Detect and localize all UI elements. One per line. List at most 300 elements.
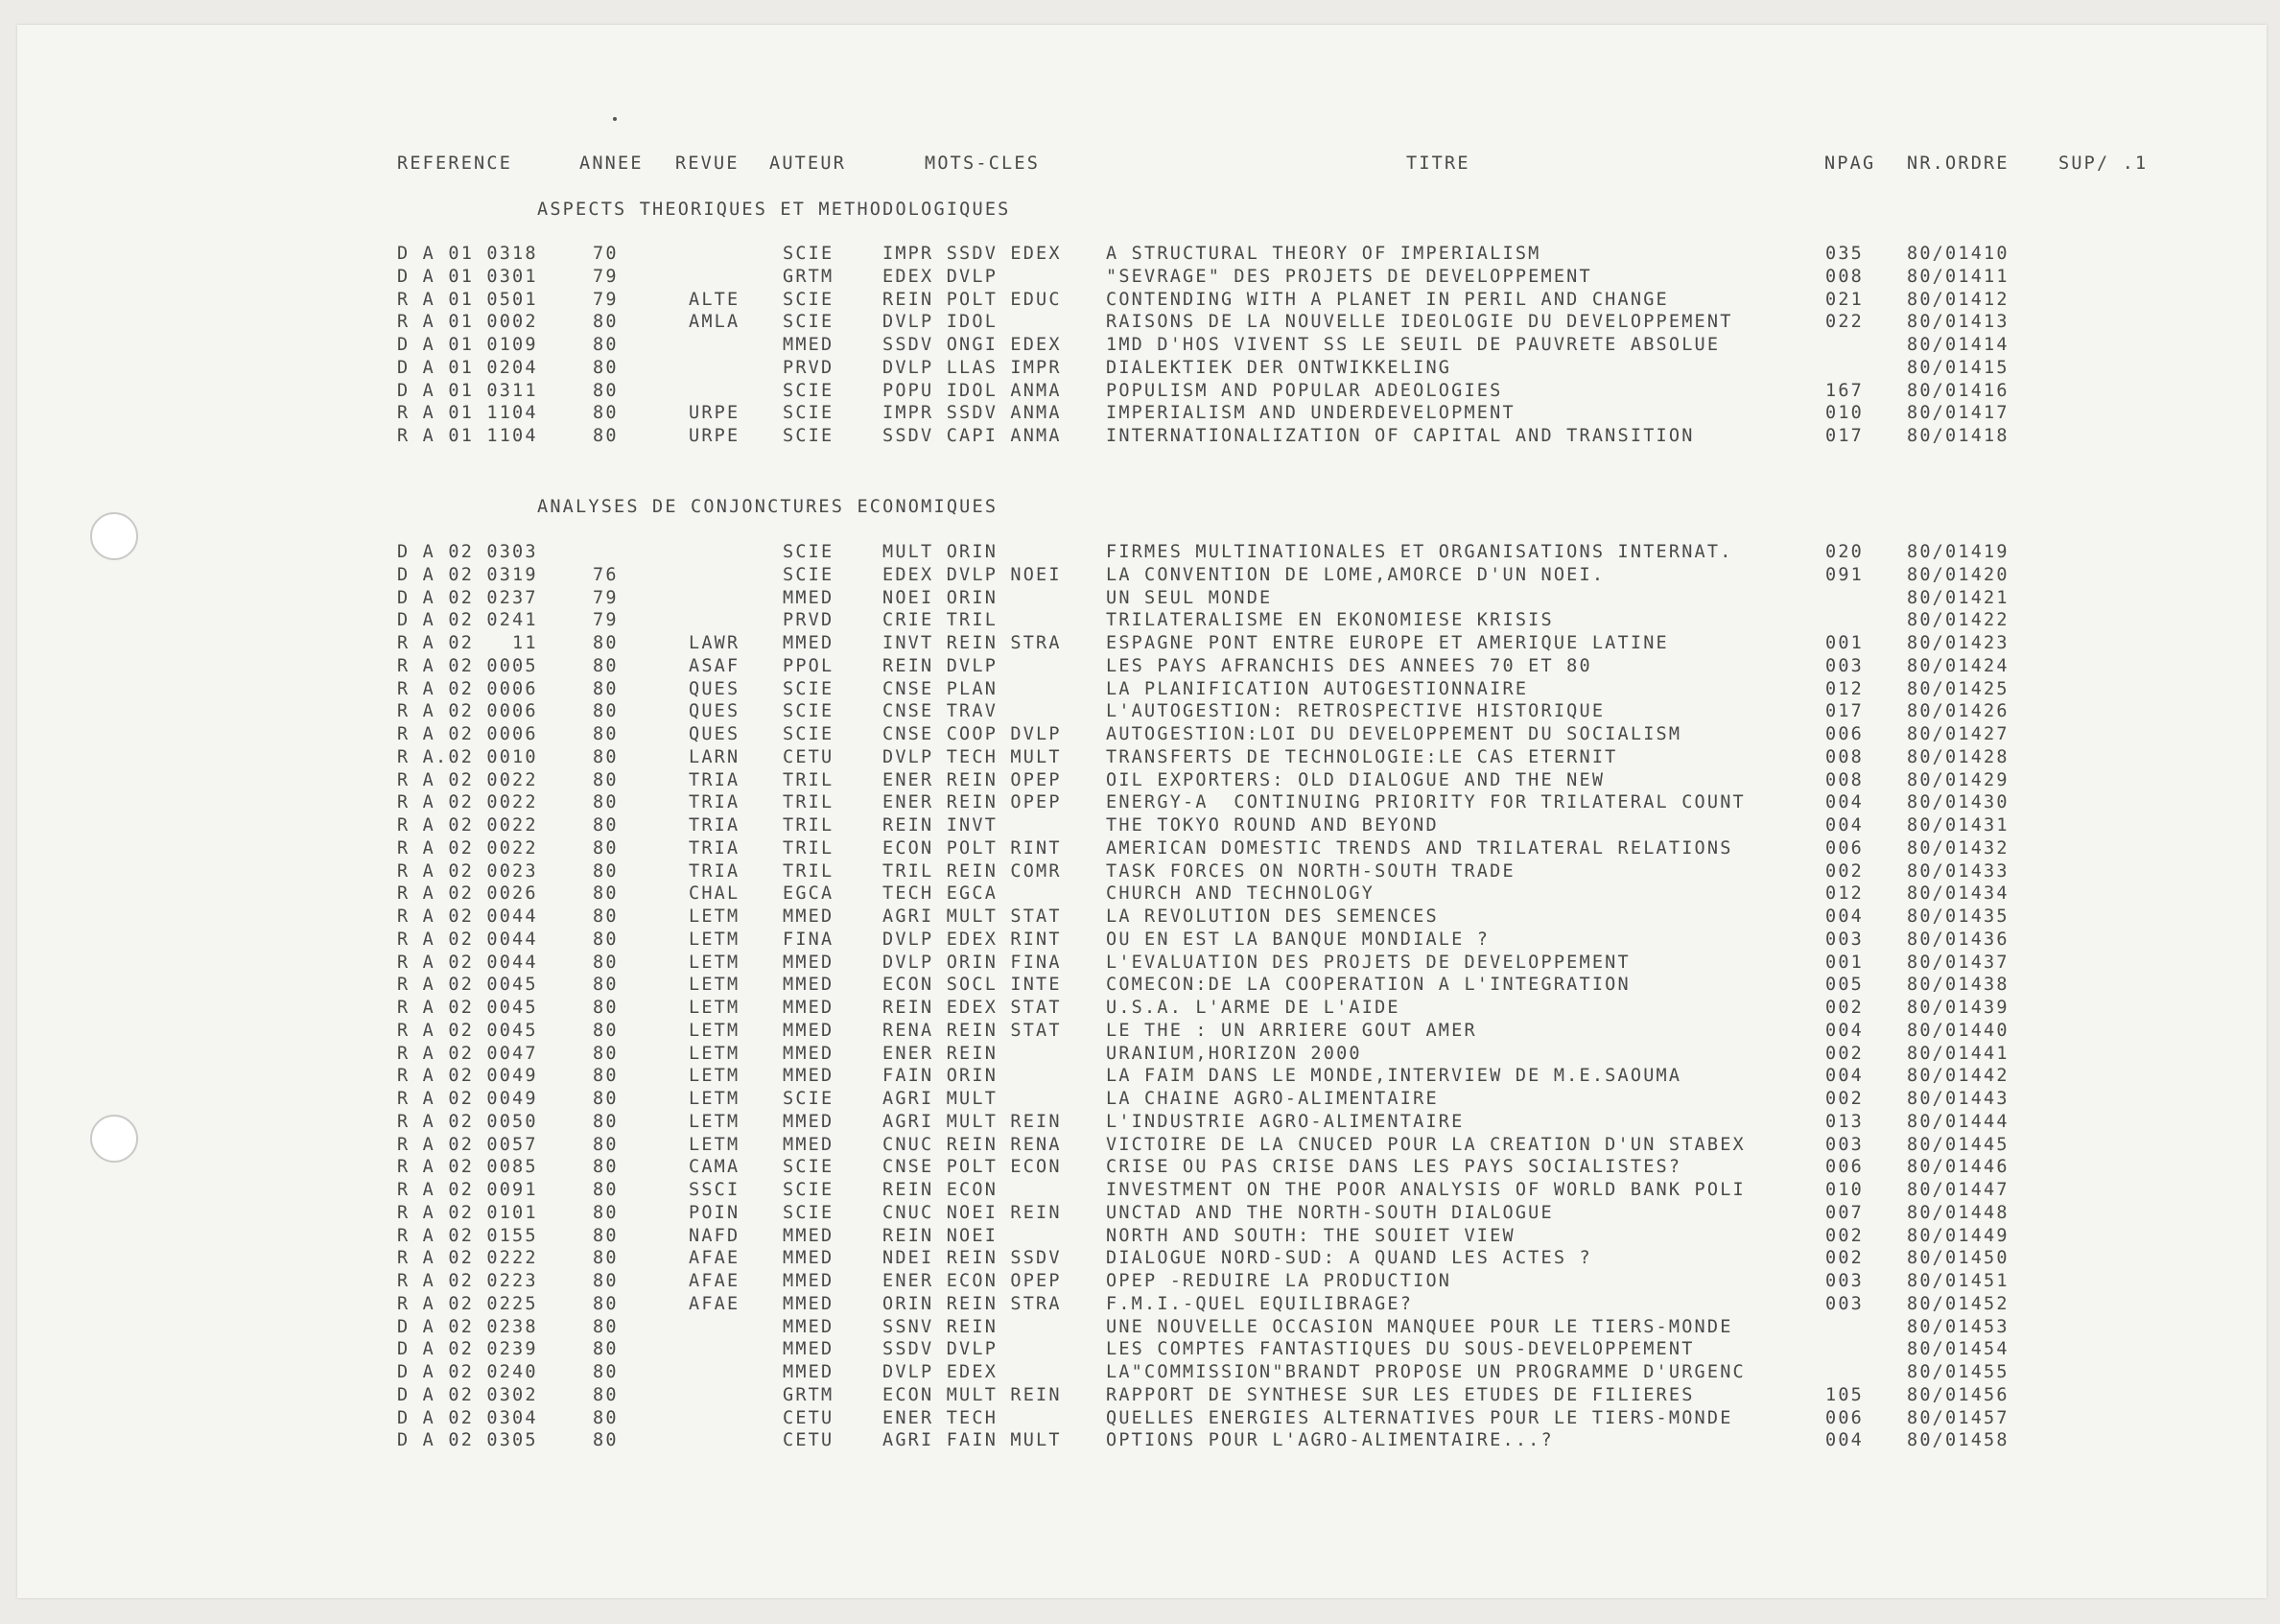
cell-titre: TASK FORCES ON NORTH-SOUTH TRADE (1106, 860, 1516, 882)
cell-annee: 80 (593, 1271, 619, 1291)
cell-mots-cles: ENER REIN OPEP (882, 792, 1062, 813)
cell-mots-cles: NOEI ORIN (882, 587, 999, 608)
cell-mots-cles: CRIE TRIL (882, 610, 999, 631)
cell-npag: 020 (1825, 542, 1865, 562)
speck (613, 117, 617, 121)
cell-npag: 001 (1825, 952, 1865, 973)
cell-auteur: MMED (783, 1020, 834, 1041)
cell-nr-ordre: 80/01430 (1907, 792, 2010, 813)
document-page (17, 25, 2267, 1598)
cell-titre: L'EVALUATION DES PROJETS DE DEVELOPPEMENT (1106, 952, 1631, 973)
cell-annee: 80 (593, 1180, 619, 1200)
cell-mots-cles: REIN INVT (882, 815, 999, 836)
cell-mots-cles: EDEX DVLP (882, 266, 999, 287)
cell-auteur: SCIE (783, 403, 834, 424)
cell-reference: R A 02 0050 (397, 1111, 538, 1132)
cell-nr-ordre: 80/01447 (1907, 1180, 2010, 1200)
cell-titre: LES COMPTES FANTASTIQUES DU SOUS-DEVELOPPEMENT (1106, 1339, 1695, 1360)
cell-mots-cles: IMPR SSDV EDEX (882, 244, 1062, 264)
cell-auteur: TRIL (783, 769, 834, 790)
cell-titre: L'INDUSTRIE AGRO-ALIMENTAIRE (1106, 1111, 1465, 1132)
cell-auteur: CETU (783, 1407, 834, 1428)
cell-annee: 80 (593, 815, 619, 836)
table-row (17, 335, 2267, 358)
cell-revue: TRIA (689, 860, 740, 882)
cell-titre: VICTOIRE DE LA CNUCED POUR LA CREATION D'UN STABEX (1106, 1134, 1746, 1155)
cell-titre: OPEP -REDUIRE LA PRODUCTION (1106, 1271, 1452, 1291)
cell-nr-ordre: 80/01448 (1907, 1202, 2010, 1223)
cell-titre: LA"COMMISSION"BRANDT PROPOSE UN PROGRAMME D'URGENC (1106, 1362, 1746, 1382)
cell-titre: LA FAIM DANS LE MONDE,INTERVIEW DE M.E.SAOUMA (1106, 1066, 1682, 1087)
cell-revue: LETM (689, 1020, 740, 1041)
cell-revue: LETM (689, 1043, 740, 1064)
cell-mots-cles: CNSE TRAV (882, 701, 999, 722)
cell-reference: R A 02 0225 (397, 1293, 538, 1314)
cell-titre: L'AUTOGESTION: RETROSPECTIVE HISTORIQUE (1106, 701, 1606, 722)
cell-revue: LETM (689, 1089, 740, 1109)
cell-mots-cles: SSDV ONGI EDEX (882, 335, 1062, 355)
cell-npag: 008 (1825, 769, 1865, 790)
cell-auteur: SCIE (783, 701, 834, 722)
cell-auteur: MMED (783, 975, 834, 996)
cell-nr-ordre: 80/01450 (1907, 1248, 2010, 1269)
cell-titre: CRISE OU PAS CRISE DANS LES PAYS SOCIALISTES? (1106, 1157, 1682, 1178)
cell-mots-cles: REIN EDEX STAT (882, 998, 1062, 1018)
cell-annee: 80 (593, 1316, 619, 1337)
table-row (17, 312, 2267, 335)
table-row (17, 975, 2267, 998)
cell-npag: 105 (1825, 1384, 1865, 1405)
cell-annee: 80 (593, 906, 619, 927)
header-nr-ordre: NR.ORDRE (1907, 153, 2010, 174)
cell-npag: 006 (1825, 724, 1865, 744)
cell-mots-cles: SSDV DVLP (882, 1339, 999, 1360)
table-row (17, 1135, 2267, 1158)
cell-reference: R A 02 0022 (397, 815, 538, 836)
cell-reference: R A 02 0022 (397, 769, 538, 790)
cell-nr-ordre: 80/01418 (1907, 426, 2010, 446)
table-row (17, 1294, 2267, 1317)
cell-auteur: TRIL (783, 815, 834, 836)
cell-npag: 001 (1825, 633, 1865, 653)
cell-auteur: CETU (783, 1430, 834, 1451)
cell-mots-cles: NDEI REIN SSDV (882, 1248, 1062, 1269)
cell-npag: 003 (1825, 1134, 1865, 1155)
table-row (17, 998, 2267, 1021)
cell-auteur: FINA (783, 929, 834, 950)
cell-nr-ordre: 80/01449 (1907, 1225, 2010, 1246)
cell-annee: 80 (593, 380, 619, 401)
cell-annee: 79 (593, 610, 619, 631)
cell-revue: POIN (689, 1202, 740, 1223)
cell-mots-cles: DVLP EDEX (882, 1362, 999, 1382)
cell-auteur: PRVD (783, 610, 834, 631)
cell-auteur: MMED (783, 1271, 834, 1291)
table-row (17, 1044, 2267, 1067)
table-row (17, 633, 2267, 656)
cell-mots-cles: ECON POLT RINT (882, 837, 1062, 859)
cell-mots-cles: INVT REIN STRA (882, 633, 1062, 653)
cell-mots-cles: REIN DVLP (882, 655, 999, 676)
cell-revue: AFAE (689, 1293, 740, 1314)
cell-titre: NORTH AND SOUTH: THE SOUIET VIEW (1106, 1225, 1516, 1246)
cell-mots-cles: AGRI MULT REIN (882, 1111, 1062, 1132)
cell-auteur: MMED (783, 1066, 834, 1087)
table-row (17, 838, 2267, 861)
cell-npag: 167 (1825, 380, 1865, 401)
cell-titre: TRILATERALISME EN EKONOMIESE KRISIS (1106, 610, 1554, 631)
cell-npag: 091 (1825, 564, 1865, 585)
cell-annee: 80 (593, 1134, 619, 1155)
cell-reference: R A 02 0005 (397, 655, 538, 676)
cell-auteur: MMED (783, 1316, 834, 1337)
table-row (17, 861, 2267, 884)
cell-annee: 80 (593, 1157, 619, 1178)
cell-reference: R A 02 0026 (397, 883, 538, 905)
cell-auteur: MMED (783, 633, 834, 653)
cell-titre: ENERGY-A CONTINUING PRIORITY FOR TRILATERAL COUNT (1106, 792, 1746, 813)
table-row (17, 1385, 2267, 1408)
cell-nr-ordre: 80/01424 (1907, 655, 2010, 676)
cell-titre: COMECON:DE LA COOPERATION A L'INTEGRATION (1106, 975, 1631, 996)
cell-titre: INTERNATIONALIZATION OF CAPITAL AND TRANSITION (1106, 426, 1695, 446)
cell-titre: LA PLANIFICATION AUTOGESTIONNAIRE (1106, 678, 1529, 699)
cell-titre: OU EN EST LA BANQUE MONDIALE ? (1106, 929, 1491, 950)
cell-reference: R A 02 0085 (397, 1157, 538, 1178)
table-row (17, 724, 2267, 747)
cell-revue: LAWR (689, 633, 740, 653)
cell-mots-cles: DVLP EDEX RINT (882, 929, 1062, 950)
table-row (17, 953, 2267, 976)
cell-titre: ESPAGNE PONT ENTRE EUROPE ET AMERIQUE LATINE (1106, 633, 1669, 653)
cell-reference: R A 02 0057 (397, 1134, 538, 1155)
cell-reference: R A.02 0010 (397, 746, 538, 767)
cell-reference: D A 02 0319 (397, 564, 538, 585)
cell-auteur: MMED (783, 1111, 834, 1132)
cell-nr-ordre: 80/01410 (1907, 244, 2010, 264)
cell-revue: URPE (689, 426, 740, 446)
table-row (17, 1203, 2267, 1226)
cell-annee: 80 (593, 655, 619, 676)
cell-titre: A STRUCTURAL THEORY OF IMPERIALISM (1106, 244, 1541, 264)
table-row (17, 1157, 2267, 1180)
cell-reference: D A 02 0303 (397, 542, 538, 562)
cell-reference: R A 02 0022 (397, 792, 538, 813)
cell-npag: 017 (1825, 701, 1865, 722)
cell-mots-cles: REIN NOEI (882, 1225, 999, 1246)
cell-revue: TRIA (689, 815, 740, 836)
cell-npag: 021 (1825, 289, 1865, 310)
cell-annee: 80 (593, 426, 619, 446)
cell-nr-ordre: 80/01416 (1907, 380, 2010, 401)
cell-mots-cles: CNSE PLAN (882, 678, 999, 699)
cell-npag: 002 (1825, 1225, 1865, 1246)
table-row (17, 267, 2267, 290)
header-titre: TITRE (1406, 153, 1470, 174)
table-row (17, 403, 2267, 426)
cell-auteur: MMED (783, 1362, 834, 1382)
cell-annee: 79 (593, 289, 619, 310)
cell-nr-ordre: 80/01433 (1907, 860, 2010, 882)
cell-auteur: SCIE (783, 678, 834, 699)
cell-auteur: MMED (783, 1043, 834, 1064)
header-npag: NPAG (1824, 153, 1876, 174)
cell-npag: 006 (1825, 1407, 1865, 1428)
cell-nr-ordre: 80/01437 (1907, 952, 2010, 973)
cell-reference: D A 01 0318 (397, 244, 538, 264)
cell-nr-ordre: 80/01442 (1907, 1066, 2010, 1087)
cell-revue: LARN (689, 746, 740, 767)
cell-titre: DIALOGUE NORD-SUD: A QUAND LES ACTES ? (1106, 1248, 1592, 1269)
cell-revue: URPE (689, 403, 740, 424)
header-reference: REFERENCE (397, 153, 513, 174)
cell-nr-ordre: 80/01423 (1907, 633, 2010, 653)
cell-nr-ordre: 80/01412 (1907, 289, 2010, 310)
cell-titre: AUTOGESTION:LOI DU DEVELOPPEMENT DU SOCIALISM (1106, 724, 1682, 744)
cell-reference: R A 02 0006 (397, 678, 538, 699)
cell-auteur: SCIE (783, 1157, 834, 1178)
cell-titre: OPTIONS POUR L'AGRO-ALIMENTAIRE...? (1106, 1430, 1554, 1451)
table-row (17, 679, 2267, 702)
cell-nr-ordre: 80/01452 (1907, 1293, 2010, 1314)
cell-annee: 80 (593, 1407, 619, 1428)
cell-reference: R A 02 0006 (397, 724, 538, 744)
cell-npag: 004 (1825, 1430, 1865, 1451)
cell-mots-cles: ENER REIN (882, 1043, 999, 1064)
cell-npag: 004 (1825, 1020, 1865, 1041)
column-header-row (17, 153, 2267, 177)
table-row (17, 1271, 2267, 1294)
cell-nr-ordre: 80/01413 (1907, 312, 2010, 333)
cell-annee: 80 (593, 1248, 619, 1269)
table-row (17, 1339, 2267, 1362)
cell-nr-ordre: 80/01426 (1907, 701, 2010, 722)
table-row (17, 770, 2267, 793)
cell-revue: TRIA (689, 769, 740, 790)
cell-mots-cles: AGRI FAIN MULT (882, 1430, 1062, 1451)
cell-auteur: SCIE (783, 542, 834, 562)
cell-nr-ordre: 80/01446 (1907, 1157, 2010, 1178)
cell-reference: R A 02 0044 (397, 952, 538, 973)
cell-npag: 002 (1825, 1043, 1865, 1064)
header-mots-cles: MOTS-CLES (925, 153, 1041, 174)
cell-revue: QUES (689, 724, 740, 744)
cell-titre: LA REVOLUTION DES SEMENCES (1106, 906, 1439, 927)
cell-nr-ordre: 80/01451 (1907, 1271, 2010, 1291)
cell-nr-ordre: 80/01419 (1907, 542, 2010, 562)
cell-annee: 80 (593, 1020, 619, 1041)
cell-titre: "SEVRAGE" DES PROJETS DE DEVELOPPEMENT (1106, 266, 1592, 287)
cell-auteur: TRIL (783, 837, 834, 859)
cell-titre: TRANSFERTS DE TECHNOLOGIE:LE CAS ETERNIT (1106, 746, 1618, 767)
cell-annee: 80 (593, 357, 619, 378)
cell-auteur: MMED (783, 335, 834, 355)
cell-npag: 010 (1825, 403, 1865, 424)
cell-mots-cles: DVLP LLAS IMPR (882, 357, 1062, 378)
cell-mots-cles: ORIN REIN STRA (882, 1293, 1062, 1314)
table-row (17, 588, 2267, 611)
cell-revue: QUES (689, 678, 740, 699)
cell-revue: TRIA (689, 792, 740, 813)
cell-npag: 013 (1825, 1111, 1865, 1132)
cell-npag: 008 (1825, 746, 1865, 767)
table-row (17, 1226, 2267, 1249)
cell-titre: CONTENDING WITH A PLANET IN PERIL AND CHANGE (1106, 289, 1669, 310)
cell-auteur: MMED (783, 1339, 834, 1360)
cell-mots-cles: ECON SOCL INTE (882, 975, 1062, 996)
table-row (17, 1317, 2267, 1340)
cell-titre: UNE NOUVELLE OCCASION MANQUEE POUR LE TIERS-MONDE (1106, 1316, 1733, 1337)
cell-titre: AMERICAN DOMESTIC TRENDS AND TRILATERAL RELATIONS (1106, 837, 1733, 859)
cell-titre: 1MD D'HOS VIVENT SS LE SEUIL DE PAUVRETE ABSOLUE (1106, 335, 1721, 355)
table-row (17, 1180, 2267, 1203)
cell-titre: URANIUM,HORIZON 2000 (1106, 1043, 1362, 1064)
cell-revue: LETM (689, 952, 740, 973)
cell-annee: 80 (593, 837, 619, 859)
cell-auteur: SCIE (783, 426, 834, 446)
cell-mots-cles: TRIL REIN COMR (882, 860, 1062, 882)
cell-npag: 004 (1825, 1066, 1865, 1087)
cell-nr-ordre: 80/01429 (1907, 769, 2010, 790)
cell-auteur: GRTM (783, 266, 834, 287)
cell-auteur: MMED (783, 952, 834, 973)
cell-reference: R A 02 0049 (397, 1089, 538, 1109)
cell-auteur: SCIE (783, 312, 834, 333)
cell-annee: 80 (593, 1339, 619, 1360)
cell-annee: 80 (593, 1384, 619, 1405)
cell-annee: 79 (593, 266, 619, 287)
table-row (17, 1021, 2267, 1044)
cell-npag: 004 (1825, 792, 1865, 813)
cell-nr-ordre: 80/01440 (1907, 1020, 2010, 1041)
cell-reference: R A 02 0044 (397, 929, 538, 950)
table-row (17, 1430, 2267, 1453)
cell-reference: R A 02 0045 (397, 1020, 538, 1041)
cell-reference: D A 02 0239 (397, 1339, 538, 1360)
cell-nr-ordre: 80/01421 (1907, 587, 2010, 608)
cell-nr-ordre: 80/01432 (1907, 837, 2010, 859)
cell-revue: LETM (689, 929, 740, 950)
table-row (17, 883, 2267, 906)
cell-nr-ordre: 80/01417 (1907, 403, 2010, 424)
cell-nr-ordre: 80/01439 (1907, 998, 2010, 1018)
cell-annee: 80 (593, 1043, 619, 1064)
table-row (17, 701, 2267, 724)
cell-reference: R A 02 0006 (397, 701, 538, 722)
cell-reference: R A 02 0223 (397, 1271, 538, 1291)
cell-npag: 006 (1825, 837, 1865, 859)
section-title: ASPECTS THEORIQUES ET METHODOLOGIQUES (537, 200, 1011, 220)
cell-annee: 80 (593, 633, 619, 653)
cell-reference: R A 02 0022 (397, 837, 538, 859)
cell-nr-ordre: 80/01457 (1907, 1407, 2010, 1428)
cell-auteur: SCIE (783, 1180, 834, 1200)
cell-revue: LETM (689, 1066, 740, 1087)
cell-nr-ordre: 80/01422 (1907, 610, 2010, 631)
cell-reference: D A 02 0241 (397, 610, 538, 631)
table-row (17, 244, 2267, 267)
cell-reference: R A 01 0002 (397, 312, 538, 333)
table-row (17, 815, 2267, 838)
cell-annee: 80 (593, 792, 619, 813)
cell-mots-cles: DVLP ORIN FINA (882, 952, 1062, 973)
table-row (17, 542, 2267, 565)
cell-nr-ordre: 80/01435 (1907, 906, 2010, 927)
cell-revue: AMLA (689, 312, 740, 333)
cell-npag: 003 (1825, 655, 1865, 676)
cell-mots-cles: CNSE COOP DVLP (882, 724, 1062, 744)
cell-annee: 80 (593, 952, 619, 973)
cell-auteur: PRVD (783, 357, 834, 378)
cell-mots-cles: DVLP TECH MULT (882, 746, 1062, 767)
cell-npag: 004 (1825, 815, 1865, 836)
cell-annee: 80 (593, 1066, 619, 1087)
cell-titre: DIALEKTIEK DER ONTWIKKELING (1106, 357, 1452, 378)
table-row (17, 358, 2267, 381)
cell-nr-ordre: 80/01443 (1907, 1089, 2010, 1109)
cell-nr-ordre: 80/01454 (1907, 1339, 2010, 1360)
cell-auteur: MMED (783, 1225, 834, 1246)
cell-mots-cles: AGRI MULT (882, 1089, 999, 1109)
cell-nr-ordre: 80/01436 (1907, 929, 2010, 950)
cell-annee: 80 (593, 724, 619, 744)
cell-nr-ordre: 80/01456 (1907, 1384, 2010, 1405)
cell-auteur: SCIE (783, 1202, 834, 1223)
cell-auteur: MMED (783, 998, 834, 1018)
cell-reference: R A 02 0091 (397, 1180, 538, 1200)
cell-revue: QUES (689, 701, 740, 722)
cell-npag: 035 (1825, 244, 1865, 264)
cell-nr-ordre: 80/01425 (1907, 678, 2010, 699)
header-sup: SUP/ .1 (2058, 153, 2149, 174)
cell-mots-cles: ENER ECON OPEP (882, 1271, 1062, 1291)
cell-npag: 003 (1825, 929, 1865, 950)
cell-nr-ordre: 80/01427 (1907, 724, 2010, 744)
cell-annee: 80 (593, 998, 619, 1018)
cell-npag: 003 (1825, 1293, 1865, 1314)
cell-annee: 79 (593, 587, 619, 608)
cell-titre: RAISONS DE LA NOUVELLE IDEOLOGIE DU DEVELOPPEMENT (1106, 312, 1733, 333)
cell-revue: NAFD (689, 1225, 740, 1246)
cell-reference: R A 02 0155 (397, 1225, 538, 1246)
cell-auteur: SCIE (783, 724, 834, 744)
cell-titre: INVESTMENT ON THE POOR ANALYSIS OF WORLD BANK POLI (1106, 1180, 1746, 1200)
cell-reference: D A 02 0238 (397, 1316, 538, 1337)
cell-mots-cles: SSDV CAPI ANMA (882, 426, 1062, 446)
cell-annee: 80 (593, 746, 619, 767)
cell-auteur: PPOL (783, 655, 834, 676)
cell-titre: U.S.A. L'ARME DE L'AIDE (1106, 998, 1400, 1018)
cell-annee: 80 (593, 860, 619, 882)
cell-npag: 010 (1825, 1180, 1865, 1200)
cell-revue: LETM (689, 1134, 740, 1155)
cell-nr-ordre: 80/01434 (1907, 883, 2010, 905)
cell-reference: R A 02 0222 (397, 1248, 538, 1269)
section-title: ANALYSES DE CONJONCTURES ECONOMIQUES (537, 497, 999, 517)
cell-npag: 012 (1825, 678, 1865, 699)
cell-reference: D A 02 0237 (397, 587, 538, 608)
cell-titre: UN SEUL MONDE (1106, 587, 1273, 608)
cell-auteur: SCIE (783, 244, 834, 264)
table-row (17, 1362, 2267, 1385)
cell-annee: 80 (593, 335, 619, 355)
cell-mots-cles: MULT ORIN (882, 542, 999, 562)
cell-npag: 005 (1825, 975, 1865, 996)
cell-auteur: MMED (783, 1248, 834, 1269)
cell-revue: TRIA (689, 837, 740, 859)
cell-reference: D A 02 0304 (397, 1407, 538, 1428)
cell-auteur: TRIL (783, 792, 834, 813)
